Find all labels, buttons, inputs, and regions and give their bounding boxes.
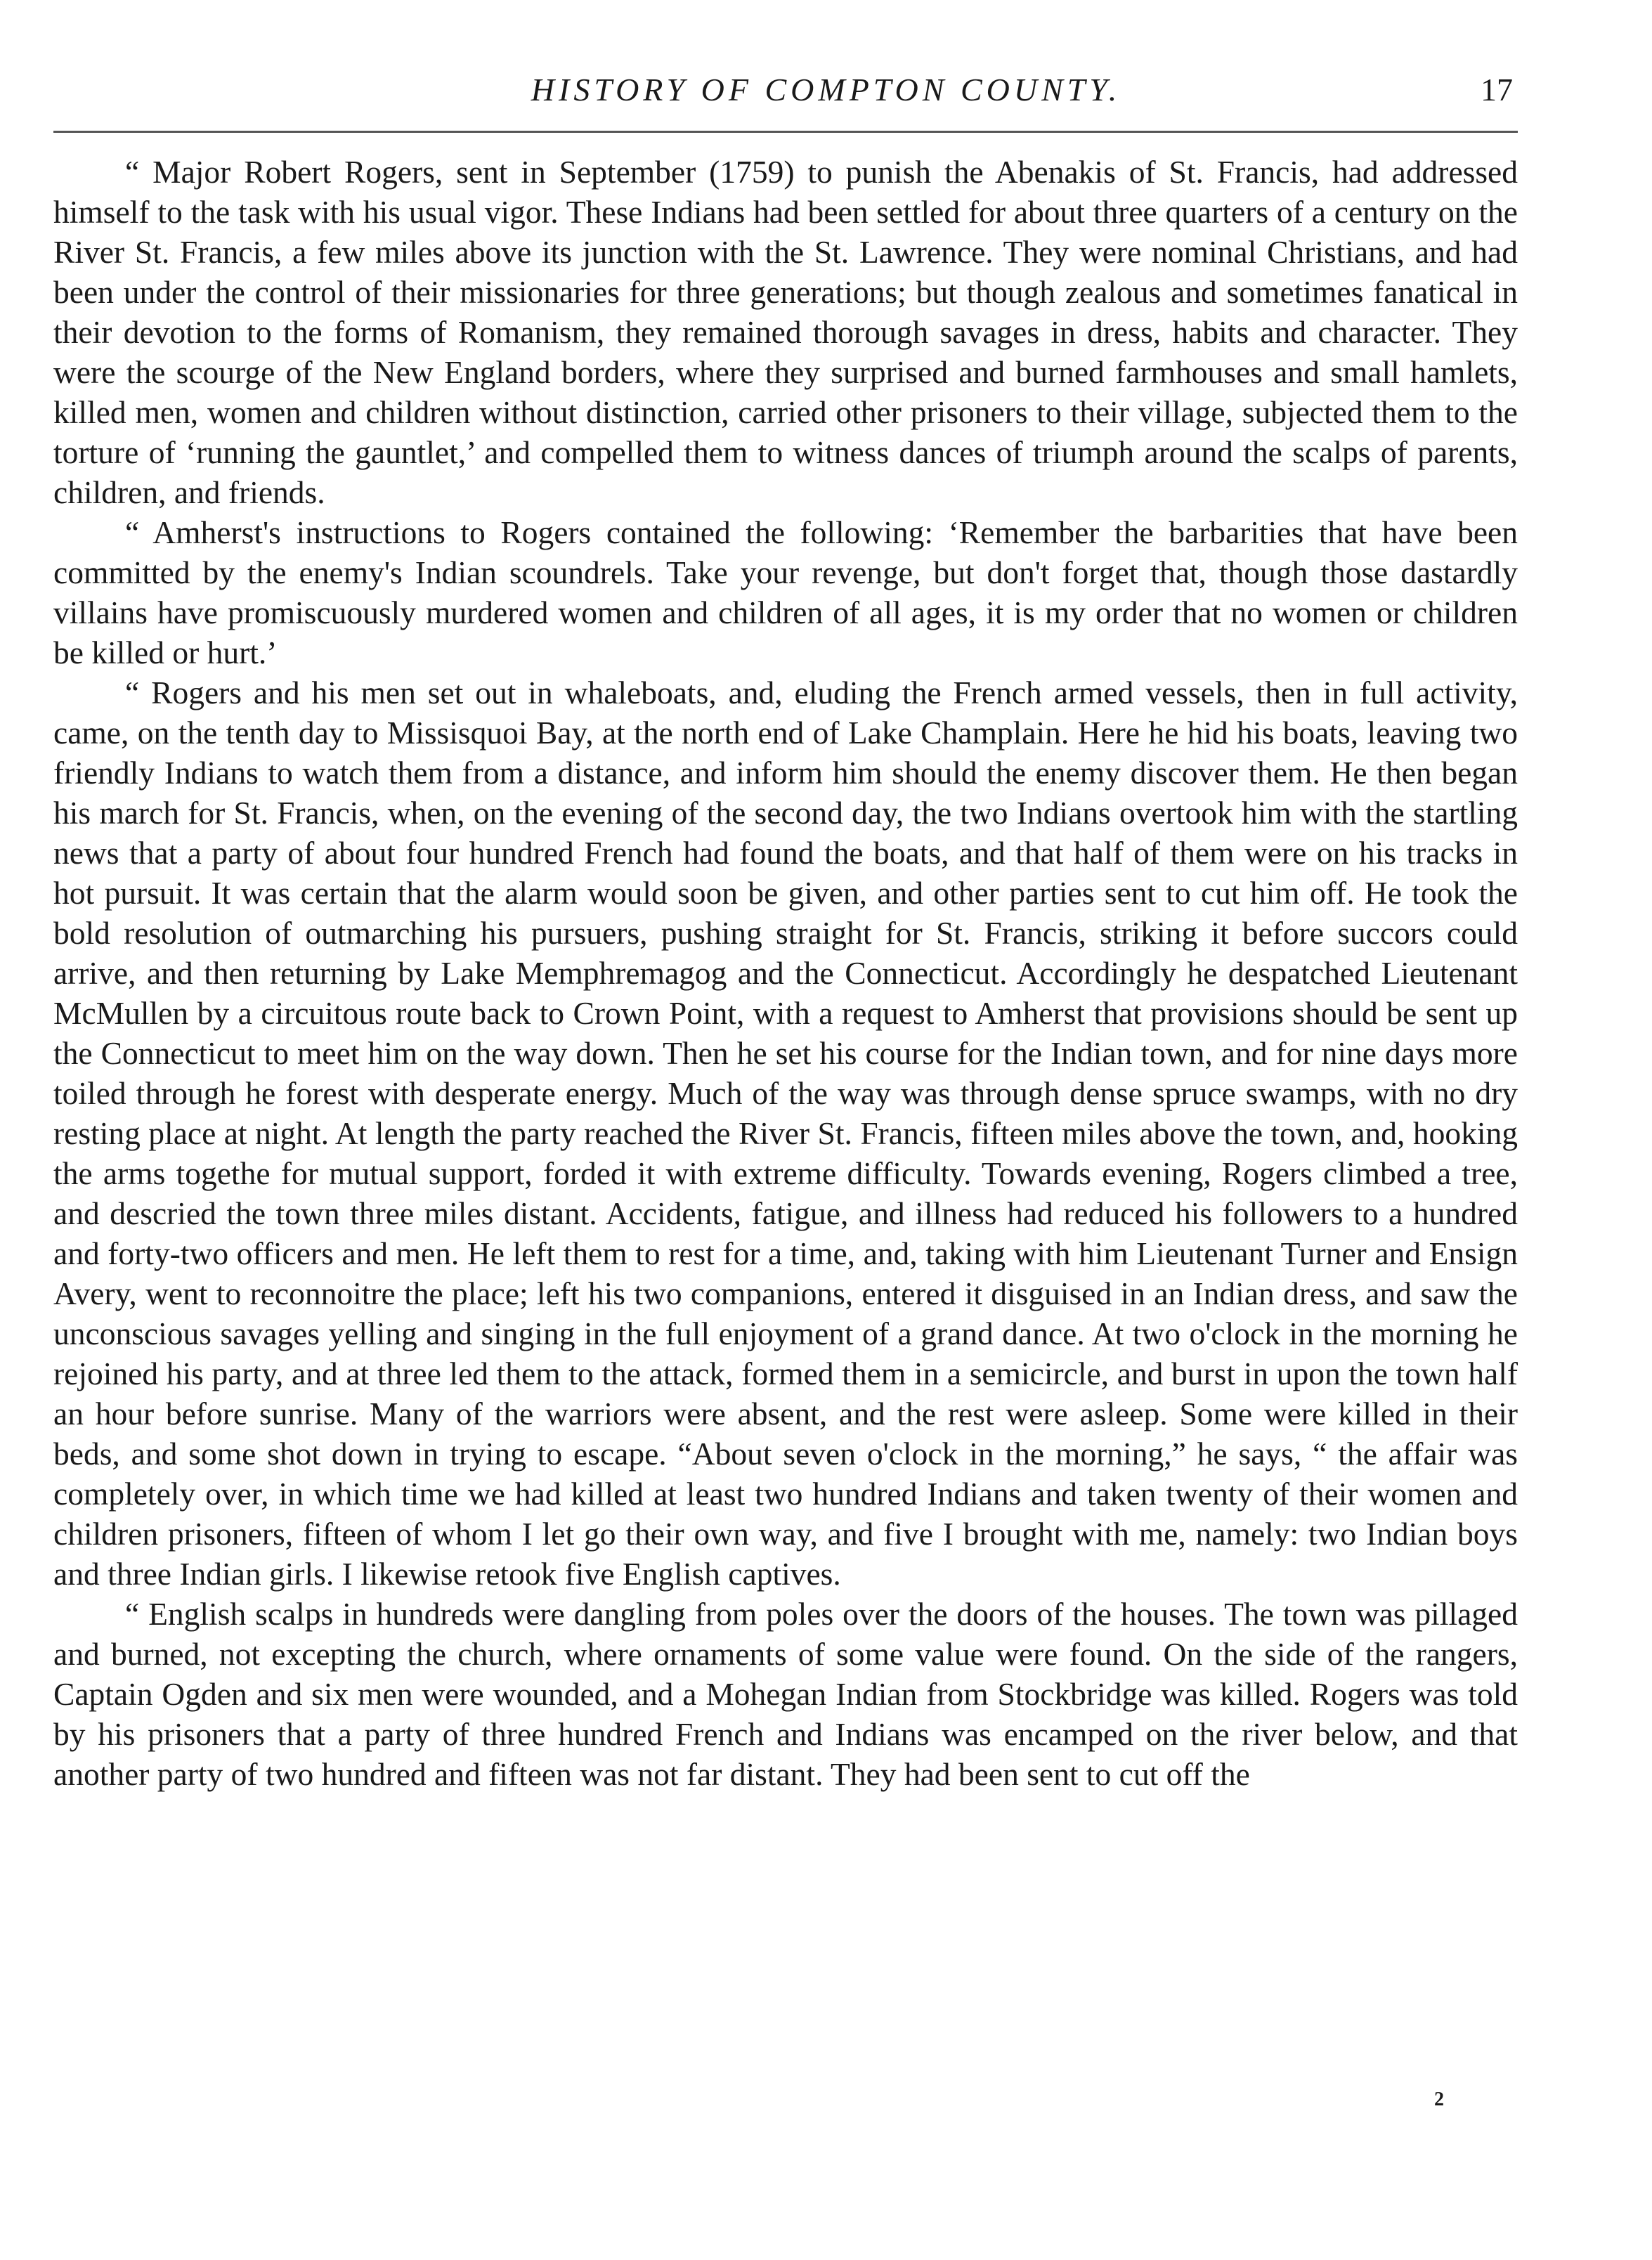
header-rule [53, 131, 1518, 133]
running-title: HISTORY OF COMPTON COUNTY. [531, 72, 1121, 108]
page-number: 17 [1481, 72, 1513, 108]
body-text [53, 152, 1518, 1794]
paragraph: “ English scalps in hundreds were dangling from poles over the doors of the houses. The town was pillaged and burned, not excepting the church, where ornaments of some value were found. On the side of the rangers, Captain Ogden and six men were wounded, and a Mohegan Indian from Stockbridge was killed. Rogers was told by his prisoners that a party of three hundred French and Indians was encamped on the river below, and that another party of two hundred and fifteen was not far distant. They had been sent to cut off the [53, 1596, 1518, 1792]
running-header [0, 69, 1652, 111]
paragraph: “ Rogers and his men set out in whaleboats, and, eluding the French armed vessels, then in full activity, came, on the tenth day to Missisquoi Bay, at the north end of Lake Champlain. Here he hid his boats, leaving two friendly Indians to watch them from a distance, and inform him should the enemy discover them. He then began his march for St. Francis, when, on the evening of the second day, the two Indians overtook him with the startling news that a party of about four hundred French had found the boats, and that half of them were on his tracks in hot pursuit. It was certain that the alarm would soon be given, and other parties sent to cut him off. He took the bold resolution of outmarching his pursuers, pushing straight for St. Francis, striking it before succors could arrive, and then returning by Lake Memphremagog and the Connecticut. Accordingly he despatched Lieutenant McMullen by a circuitous route back to Crown Point, with a request to Amherst that provisions should be sent up the Connecticut to meet him on the way down. Then he set his course for the Indian town, and for nine days more toiled through he forest with desperate energy. Much of the way was through dense spruce swamps, with no dry resting place at night. At length the party reached the River St. Francis, fifteen miles above the town, and, hooking the arms togethe for mutual support, forded it with extreme difficulty. Towards evening, Rogers climbed a tree, and descried the town three miles distant. Accidents, fatigue, and illness had reduced his followers to a hundred and forty-two officers and men. He left them to rest for a time, and, taking with him Lieutenant Turner and Ensign Avery, went to reconnoitre the place; left his two companions, entered it disguised in an Indian dress, and saw the unconscious savages yelling and singing in the full enjoyment of a grand dance. At two o'clock in the morning he rejoined his party, and at three led them to the attack, formed them in a semicircle, and burst in upon the town half an hour before sunrise. Many of the warriors were absent, and the rest were asleep. Some were killed in their beds, and some shot down in trying to escape. “About seven o'clock in the morning,” he says, “ the affair was completely over, in which time we had killed at least two hundred Indians and taken twenty of their women and children prisoners, fifteen of whom I let go their own way, and five I brought with me, namely: two Indian boys and three Indian girls. I likewise retook five English captives. [53, 675, 1518, 1592]
paragraph: “ Amherst's instructions to Rogers contained the following: ‘Remember the barbarities that have been committed by the enemy's Indian scoundrels. Take your revenge, but don't forget that, though those dastardly villains have promiscuously murdered women and children of all ages, it is my order that no women or children be killed or hurt.’ [53, 514, 1518, 670]
paragraph: “ Major Robert Rogers, sent in September (1759) to punish the Abenakis of St. Francis, had addressed himself to the task with his usual vigor. These Indians had been settled for about three quarters of a century on the River St. Francis, a few miles above its junction with the St. Lawrence. They were nominal Christians, and had been under the control of their missionaries for three generations; but though zealous and sometimes fanatical in their devotion to the forms of Romanism, they remained thorough savages in dress, habits and character. They were the scourge of the New England borders, where they surprised and burned farmhouses and small hamlets, killed men, women and children without distinction, carried other prisoners to their village, subjected them to the torture of ‘running the gauntlet,’ and compelled them to witness dances of triumph around the scalps of parents, children, and friends. [53, 154, 1518, 510]
signature-mark: 2 [1434, 2089, 1444, 2110]
